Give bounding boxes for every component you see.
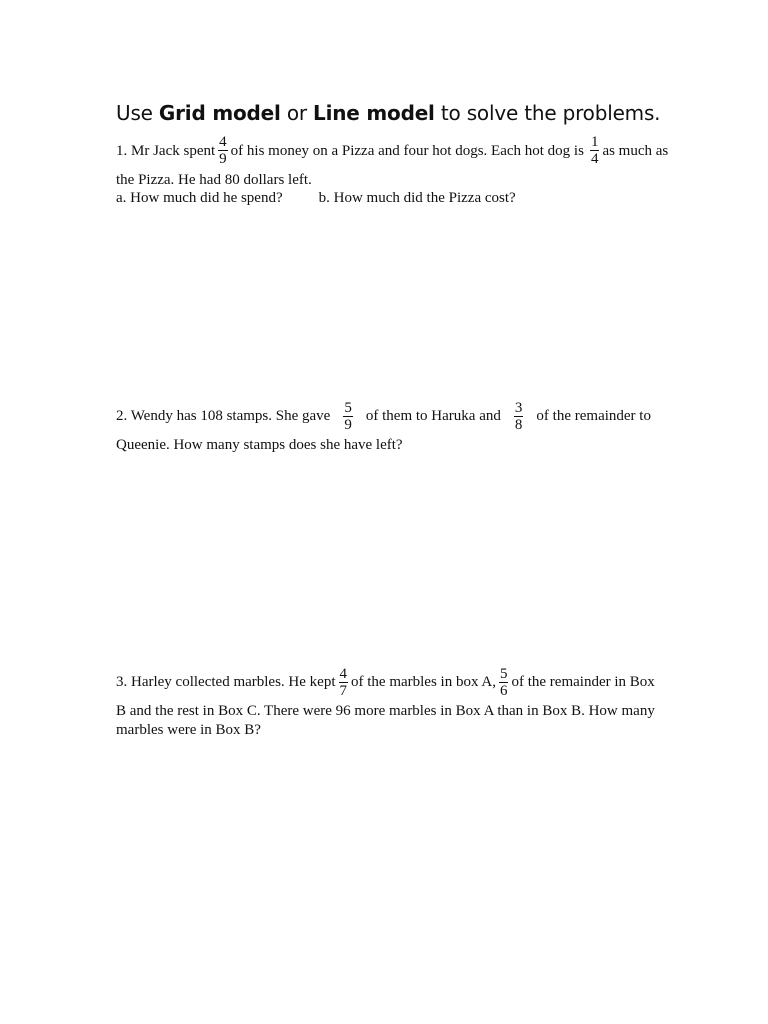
question-3-line-1 <box>116 665 655 699</box>
question-2-line-2: Queenie. How many stamps does she have left? <box>116 437 403 453</box>
q3-fraction-2 <box>499 666 509 699</box>
q1-fraction-2-denominator: 4 <box>590 151 599 167</box>
q2-fraction-1-numerator: 5 <box>344 399 352 416</box>
q1-text-2: of his money on a Pizza and four hot dogs. Each hot dog is <box>230 142 584 159</box>
q1-fraction-1-numerator: 4 <box>219 134 227 150</box>
q1-fraction-1-denominator: 9 <box>219 151 227 167</box>
q3-fraction-1 <box>339 666 349 699</box>
q1-fraction-2 <box>590 134 600 167</box>
q2-text-2: of them to Haruka and <box>365 408 501 424</box>
q1-fraction-2-numerator: 1 <box>590 134 599 150</box>
q2-fraction-2 <box>514 400 524 433</box>
q1-fraction-1 <box>218 134 228 167</box>
question-1-subparts <box>116 188 651 208</box>
q3-text-3: of the remainder in Box <box>511 674 655 690</box>
heading-suffix: to solve the problems. <box>434 101 661 125</box>
q3-text-1: 3. Harley collected marbles. He kept <box>116 674 336 690</box>
heading-line-model: Line model <box>313 101 435 125</box>
q3-text-2: of the marbles in box A, <box>351 674 496 690</box>
q2-fraction-2-denominator: 8 <box>514 416 523 433</box>
q1-text-1: 1. Mr Jack spent <box>116 142 216 159</box>
heading-grid-model: Grid model <box>158 101 281 125</box>
q3-fraction-2-denominator: 6 <box>499 682 508 699</box>
q1-part-a: a. How much did he spend? <box>116 190 283 206</box>
question-3-line-2 <box>116 701 655 721</box>
q1-part-b: b. How much did the Pizza cost? <box>318 190 516 206</box>
question-1-line-1 <box>116 134 669 167</box>
q3-fraction-2-numerator: 5 <box>499 665 508 682</box>
heading-mid: or <box>280 101 314 125</box>
worksheet-heading <box>116 99 676 127</box>
q2-text-1: 2. Wendy has 108 stamps. She gave <box>116 408 331 424</box>
heading-prefix: Use <box>116 101 159 125</box>
q2-fraction-2-numerator: 3 <box>514 399 523 416</box>
q3-fraction-1-numerator: 4 <box>339 665 347 682</box>
question-1-line-2: the Pizza. He had 80 dollars left. <box>116 172 312 188</box>
q2-fraction-1-denominator: 9 <box>344 416 352 433</box>
q2-text-3: of the remainder to <box>536 408 651 424</box>
q3-fraction-1-denominator: 7 <box>339 682 347 699</box>
q3-line-2-text: B and the rest in Box C. There were 96 more marbles in Box A than in Box B. How many <box>116 703 655 719</box>
question-2-line-1 <box>116 399 651 433</box>
q2-fraction-1 <box>343 400 353 433</box>
q1-text-3: as much as <box>602 142 669 159</box>
question-3-line-3: marbles were in Box B? <box>116 722 261 738</box>
